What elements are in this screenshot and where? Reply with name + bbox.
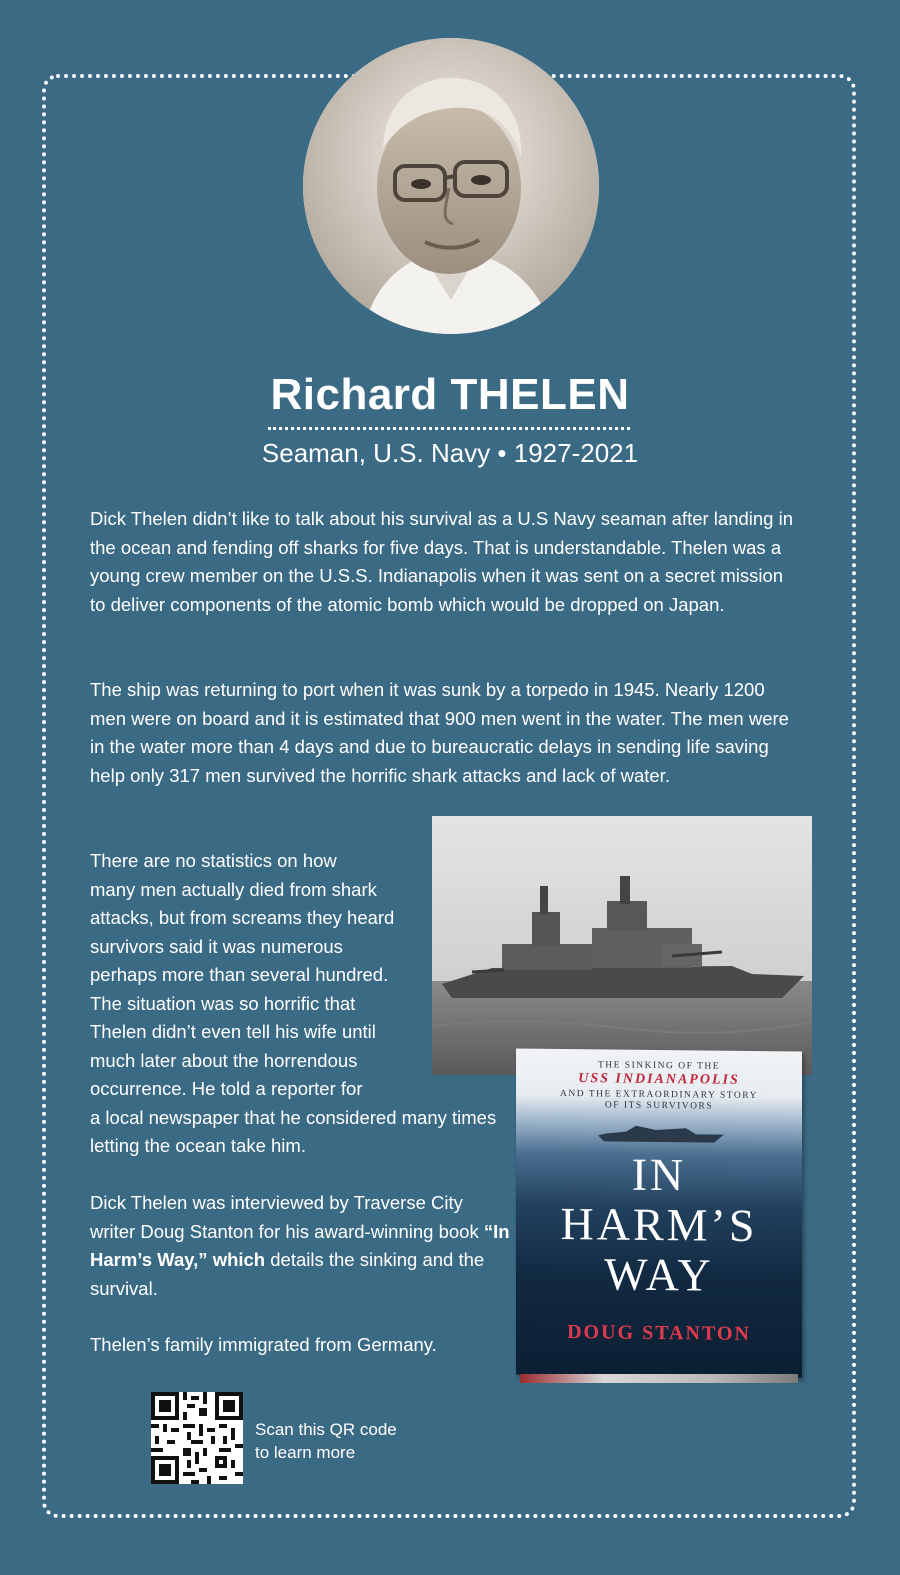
text-line: attacks, but from screams they heard — [90, 907, 395, 928]
portrait-photo — [303, 38, 599, 334]
qr-caption-line: to learn more — [255, 1443, 356, 1462]
text-line: The situation was so horrific that — [90, 992, 356, 1014]
book-kicker: THE SINKING OF THE — [597, 1060, 721, 1072]
text-line: much later about the horrendous — [90, 1049, 358, 1071]
qr-caption-line: Scan this QR code — [255, 1420, 397, 1439]
text-line: There are no statistics on how — [90, 850, 337, 871]
book-page-edge — [520, 1374, 798, 1383]
paragraph-family: Thelen’s family immigrated from Germany. — [90, 1334, 437, 1355]
ship-photo — [432, 816, 812, 1075]
book-title-line: IN — [631, 1148, 687, 1201]
qr-caption — [255, 1418, 397, 1464]
book-title-line: WAY — [604, 1248, 714, 1301]
text-line: perhaps more than several hundred. — [90, 964, 389, 985]
book-cover — [516, 1050, 806, 1386]
name-divider — [268, 427, 630, 430]
book-kicker: OF ITS SURVIVORS — [604, 1100, 714, 1112]
paragraph-book — [90, 1189, 510, 1303]
book-author: DOUG STANTON — [567, 1321, 751, 1345]
paragraph-intro: Dick Thelen didn’t like to talk about his survival as a U.S Navy seaman after landing in the ocean and fending off sharks for five days. That is understandable. Thelen was a young crew member on the U.S.S. Indianapolis when it was sent on a secret mission to deliver components of the atomic bomb which would be dropped on Japan. — [90, 508, 794, 615]
text-line: occurrence. He told a reporter for — [90, 1078, 363, 1099]
book-title-bold: “In Harm’s Way,” which — [90, 1220, 510, 1270]
book-front — [516, 1049, 802, 1378]
text-line: Thelen didn’t even tell his wife until — [90, 1021, 376, 1042]
text-span: details the sinking and the survival. — [90, 1249, 485, 1299]
text-line: survivors said it was numerous — [90, 935, 343, 957]
book-ship-name: USS INDIANAPOLIS — [578, 1071, 740, 1088]
book-title-line: HARM’S — [560, 1197, 758, 1252]
text-line: many men actually died from shark — [90, 878, 377, 900]
text-span: Dick Thelen was interviewed by Traverse City writer Doug Stanton for his award-winning book — [90, 1192, 484, 1242]
person-subtitle: Seaman, U.S. Navy • 1927-2021 — [261, 438, 639, 468]
paragraph-sinking: The ship was returning to port when it was sunk by a torpedo in 1945. Nearly 1200 men were on board and it is estimated that 900 men went in the water. The men were in the water more than 4 days and due to bureaucratic delays in sending life saving help only 317 men survived the horrific shark attacks and lack of water. — [90, 679, 789, 786]
qr-code[interactable] — [151, 1392, 243, 1484]
book-kicker: AND THE EXTRAORDINARY STORY — [560, 1088, 758, 1102]
text-line: letting the ocean take him. — [90, 1135, 306, 1156]
text-line: a local newspaper that he considered many times — [90, 1106, 497, 1128]
person-name: Richard THELEN — [270, 370, 630, 419]
book-ship-icon — [596, 1123, 726, 1144]
